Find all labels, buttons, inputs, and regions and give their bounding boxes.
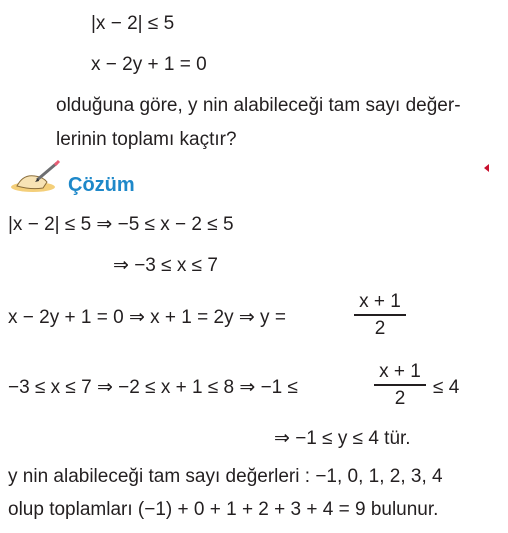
solution-step-5: ⇒ −1 ≤ y ≤ 4 tür. bbox=[274, 428, 411, 449]
fraction-numerator: x + 1 bbox=[379, 361, 421, 382]
red-marker-icon bbox=[484, 164, 489, 172]
equation-linear: x − 2y + 1 = 0 bbox=[91, 54, 207, 75]
fraction-bounds bbox=[374, 361, 426, 410]
solution-step-4-right: ≤ 4 bbox=[433, 377, 460, 398]
question-text-line-1: olduğuna göre, y nin alabileceği tam sayı değer- bbox=[56, 95, 461, 116]
fraction-bar bbox=[374, 384, 426, 386]
fraction-bar bbox=[354, 314, 406, 316]
solution-step-2: ⇒ −3 ≤ x ≤ 7 bbox=[113, 255, 218, 276]
fraction-denominator: 2 bbox=[374, 317, 386, 339]
solution-step-3: x − 2y + 1 = 0 ⇒ x + 1 = 2y ⇒ y = bbox=[8, 307, 286, 328]
conclusion-line-1: y nin alabileceği tam sayı değerleri : −1, 0, 1, 2, 3, 4 bbox=[8, 466, 443, 487]
fraction-numerator: x + 1 bbox=[359, 291, 401, 312]
question-text-line-2: lerinin toplamı kaçtır? bbox=[56, 129, 237, 150]
solution-step-4: −3 ≤ x ≤ 7 ⇒ −2 ≤ x + 1 ≤ 8 ⇒ −1 ≤ bbox=[8, 377, 298, 398]
solution-title: Çözüm bbox=[68, 174, 135, 196]
equation-abs-inequality: |x − 2| ≤ 5 bbox=[91, 13, 175, 34]
solution-step-1: |x − 2| ≤ 5 ⇒ −5 ≤ x − 2 ≤ 5 bbox=[8, 214, 234, 235]
pencil-hand-icon bbox=[7, 160, 65, 194]
fraction-y bbox=[354, 291, 406, 340]
conclusion-line-2: olup toplamları (−1) + 0 + 1 + 2 + 3 + 4 = 9 bulunur. bbox=[8, 499, 439, 520]
fraction-denominator: 2 bbox=[394, 387, 406, 409]
